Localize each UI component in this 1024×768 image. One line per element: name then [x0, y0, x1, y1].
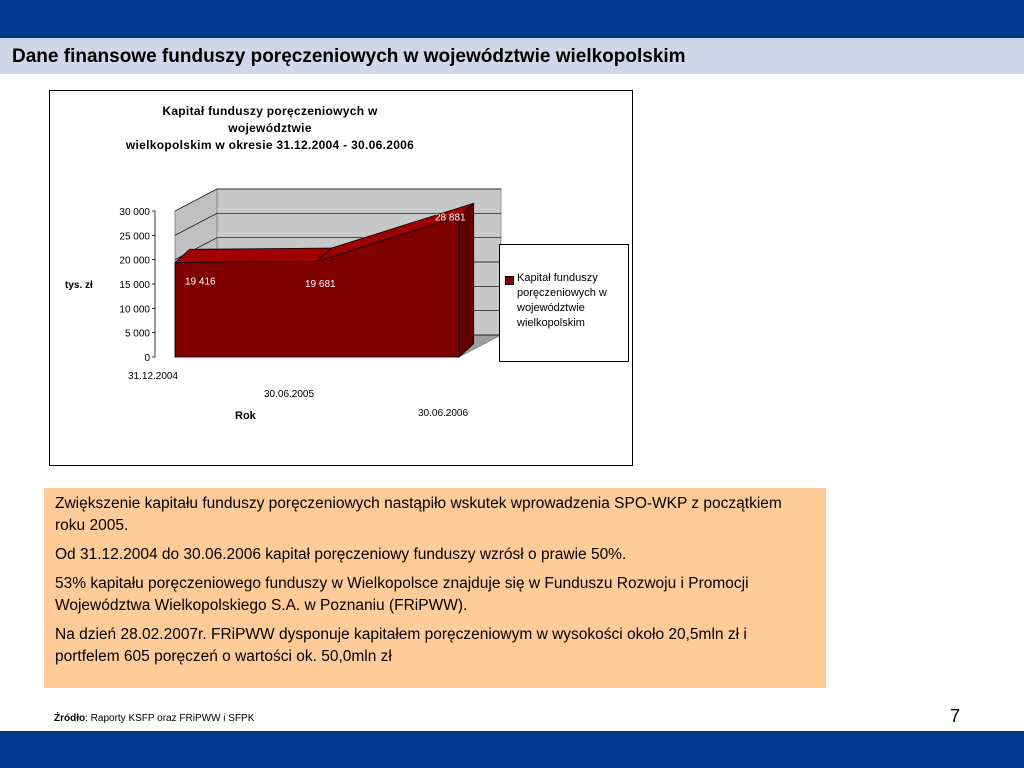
slide-title: Dane finansowe funduszy poręczeniowych w województwie wielkopolskim — [12, 46, 686, 67]
source-note — [54, 713, 254, 724]
data-label: 28 881 — [435, 212, 466, 224]
area-top-surface — [175, 248, 332, 262]
x-tick-label: 30.06.2006 — [418, 408, 469, 419]
x-tick-label: 31.12.2004 — [128, 371, 179, 382]
info-paragraph-4: Na dzień 28.02.2007r. FRiPWW dysponuje kapitałem poręczeniowym w wysokości około 20,5mln zł i portfelem 605 poręczeń o wartości ok. 50,0mln zł — [55, 626, 747, 665]
y-tick-label: 0 — [144, 353, 150, 364]
y-tick-label: 20 000 — [119, 255, 150, 267]
area-side — [459, 203, 474, 357]
legend-label: Kapitał funduszy poręczeniowych w województwie wielkopolskim — [517, 272, 607, 329]
header-bar — [0, 0, 1024, 38]
y-tick-label: 15 000 — [119, 280, 150, 291]
data-label: 19 416 — [185, 276, 216, 288]
info-paragraph-1: Zwiększenie kapitału funduszy poręczeniowych nastąpiło wskutek wprowadzenia SPO-WKP z początkiem roku 2005. — [55, 495, 782, 534]
y-tick-label: 5 000 — [124, 328, 150, 340]
info-box — [44, 488, 826, 688]
info-paragraph-3: 53% kapitału poręczeniowego funduszy w Wielkopolsce znajduje się w Funduszu Rozwoju i Promocji Województwa Wielkopolskiego S.A. w Poznaniu (FRiPWW). — [55, 575, 749, 614]
chart-title-line1: Kapitał funduszy poręczeniowych w województwie — [162, 104, 378, 135]
page-number: 7 — [950, 706, 961, 726]
chart-title-line2: wielkopolskim w okresie 31.12.2004 - 30.06.2006 — [125, 138, 415, 152]
source-label: Źródło — [54, 713, 86, 724]
x-axis-title: Rok — [235, 410, 256, 422]
title-band — [0, 38, 1024, 74]
legend-swatch — [505, 276, 514, 285]
source-text: : Raporty KSFP oraz FRiPWW i SFPK — [85, 713, 255, 724]
y-tick-label: 30 000 — [119, 207, 150, 218]
y-axis-title: tys. zł — [65, 280, 93, 291]
chart-frame — [49, 90, 633, 466]
info-paragraph-2: Od 31.12.2004 do 30.06.2006 kapitał poręczeniowy funduszy wzrósł o prawie 50%. — [55, 546, 627, 563]
chart-legend — [499, 244, 629, 362]
footer-bar — [0, 731, 1024, 768]
data-label: 19 681 — [305, 279, 336, 291]
y-tick-label: 10 000 — [119, 304, 150, 316]
y-tick-label: 25 000 — [119, 231, 150, 243]
x-tick-label: 30.06.2005 — [264, 389, 315, 400]
